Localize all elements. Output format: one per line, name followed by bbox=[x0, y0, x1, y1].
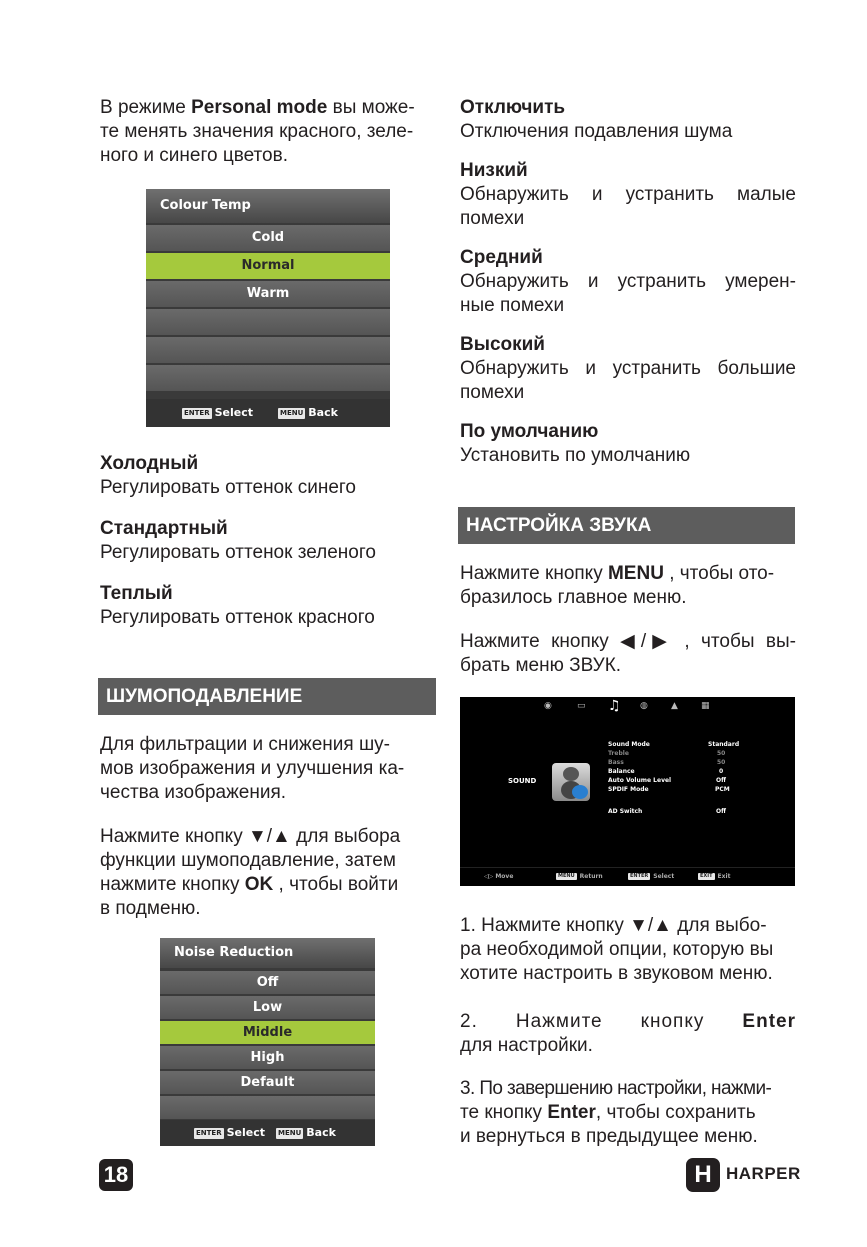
text-line: Нажмите кнопку ◀/▶ , чтобы вы- bbox=[460, 631, 796, 652]
level-desc: Отключения подавления шума bbox=[460, 121, 733, 142]
level-title: Отключить bbox=[460, 97, 566, 118]
harper-logo-icon: H bbox=[686, 1158, 720, 1192]
grid-icon[interactable]: ▦ bbox=[701, 701, 710, 711]
mode-desc-normal: Регулировать оттенок зеленого bbox=[100, 542, 376, 563]
text-line: 3. По завершению настройки, нажми- bbox=[460, 1078, 772, 1099]
text-line: 2. Нажмите кнопку Enter bbox=[460, 1011, 796, 1032]
text-line: Нажмите кнопку ▼/▲ для выбора bbox=[100, 826, 401, 847]
colour-temp-option-cold[interactable]: Cold bbox=[146, 225, 390, 253]
noise-option-off[interactable]: Off bbox=[160, 971, 375, 996]
sound-menu-footer bbox=[460, 867, 795, 886]
sound-para-1 bbox=[460, 562, 796, 610]
level-desc: Обнаружить и устранить большие bbox=[460, 358, 796, 379]
exit-key-icon: EXIT bbox=[700, 873, 713, 879]
text-line: брать меню ЗВУК. bbox=[460, 655, 622, 676]
noise-para-2 bbox=[100, 825, 436, 921]
menu-back-hint: MENU Back bbox=[278, 1126, 336, 1139]
step-2 bbox=[460, 1010, 796, 1058]
text-line: 1. Нажмите кнопку ▼/▲ для выбо- bbox=[460, 915, 767, 936]
lock-icon[interactable]: ▲ bbox=[671, 701, 678, 711]
step-3 bbox=[460, 1077, 796, 1149]
menu-key-icon: MENU bbox=[558, 873, 575, 879]
noise-reduction-menu bbox=[160, 938, 375, 1146]
move-hint: ◁▷ Move bbox=[484, 873, 514, 880]
noise-reduction-footer bbox=[160, 1120, 375, 1146]
menu-back-hint: MENU Back bbox=[280, 406, 338, 419]
level-title: По умолчанию bbox=[460, 421, 599, 442]
sound-settings-banner: НАСТРОЙКА ЗВУКА bbox=[458, 507, 795, 544]
colour-temp-title: Colour Temp bbox=[146, 189, 390, 223]
text-line: хотите настроить в звуковом меню. bbox=[460, 963, 773, 984]
colour-temp-empty-row bbox=[146, 309, 390, 337]
level-desc: помехи bbox=[460, 208, 525, 229]
step-1 bbox=[460, 914, 796, 986]
spdif-mode-label[interactable]: SPDIF Mode bbox=[608, 786, 649, 793]
level-desc: Установить по умолчанию bbox=[460, 445, 691, 466]
auto-volume-label[interactable]: Auto Volume Level bbox=[608, 777, 672, 784]
intro-line-1: В режиме Personal mode вы може- bbox=[100, 97, 415, 118]
text-line: ра необходимой опции, которую вы bbox=[460, 939, 774, 960]
level-title: Высокий bbox=[460, 334, 545, 355]
exit-hint: EXIT Exit bbox=[700, 873, 731, 880]
screen-icon[interactable]: ▭ bbox=[577, 701, 586, 711]
text-line: те кнопку Enter, чтобы сохранить bbox=[460, 1102, 756, 1123]
colour-temp-option-warm[interactable]: Warm bbox=[146, 281, 390, 309]
text-line: Нажмите кнопку MENU , чтобы ото- bbox=[460, 563, 775, 584]
colour-temp-footer bbox=[146, 399, 390, 427]
mode-desc-cold: Регулировать оттенок синего bbox=[100, 477, 356, 498]
balance-label[interactable]: Balance bbox=[608, 768, 635, 775]
level-desc: ные помехи bbox=[460, 295, 565, 316]
mode-title-cold: Холодный bbox=[100, 453, 199, 474]
sound-mode-label[interactable]: Sound Mode bbox=[608, 741, 650, 748]
mode-desc-warm: Регулировать оттенок красного bbox=[100, 607, 375, 628]
noise-reduction-banner: ШУМОПОДАВЛЕНИЕ bbox=[98, 678, 436, 715]
noise-option-middle[interactable]: Middle bbox=[160, 1021, 375, 1046]
text-line: Для фильтрации и снижения шу- bbox=[100, 734, 391, 755]
page-number: 18 bbox=[99, 1159, 133, 1191]
enter-key-icon: ENTER bbox=[184, 408, 210, 417]
enter-key-icon: ENTER bbox=[630, 873, 649, 879]
brand-name: HARPER bbox=[726, 1164, 801, 1183]
noise-reduction-title: Noise Reduction bbox=[160, 938, 375, 968]
text-line: и вернуться в предыдущее меню. bbox=[460, 1126, 758, 1147]
picture-icon[interactable]: ◉ bbox=[544, 701, 552, 711]
music-note-icon[interactable]: ♫ bbox=[608, 698, 621, 714]
intro-line-3: ного и синего цветов. bbox=[100, 145, 288, 166]
colour-temp-menu bbox=[146, 189, 390, 427]
colour-modes-list bbox=[100, 452, 436, 630]
menu-key-icon: MENU bbox=[278, 1128, 302, 1137]
treble-value: 50 bbox=[717, 750, 726, 757]
noise-levels-list bbox=[460, 96, 796, 468]
ad-switch-value: Off bbox=[716, 808, 726, 815]
enter-key-icon: ENTER bbox=[196, 1128, 222, 1137]
colour-temp-empty-row bbox=[146, 365, 390, 393]
level-desc: Обнаружить и устранить умерен- bbox=[460, 271, 796, 292]
text-line: мов изображения и улучшения ка- bbox=[100, 758, 405, 779]
text-line: функции шумоподавление, затем bbox=[100, 850, 396, 871]
mode-title-warm: Теплый bbox=[100, 583, 173, 604]
noise-option-low[interactable]: Low bbox=[160, 996, 375, 1021]
sound-section-label: SOUND bbox=[508, 777, 537, 785]
text-line: чества изображения. bbox=[100, 782, 287, 803]
sound-mode-value: Standard bbox=[708, 741, 740, 748]
select-hint: ENTER Select bbox=[630, 873, 675, 880]
enter-select-hint: ENTER Select bbox=[184, 406, 253, 419]
intro-line-2: те менять значения красного, зеле- bbox=[100, 121, 414, 142]
sound-menu-screenshot bbox=[460, 697, 795, 886]
enter-select-hint: ENTER Select bbox=[196, 1126, 265, 1139]
noise-option-default[interactable]: Default bbox=[160, 1071, 375, 1096]
colour-temp-empty-row bbox=[146, 337, 390, 365]
level-desc: Обнаружить и устранить малые bbox=[460, 184, 796, 205]
noise-empty-row bbox=[160, 1096, 375, 1121]
colour-temp-option-normal[interactable]: Normal bbox=[146, 253, 390, 281]
text-line: нажмите кнопку OK , чтобы войти bbox=[100, 874, 399, 895]
level-desc: помехи bbox=[460, 382, 525, 403]
bass-value: 50 bbox=[717, 759, 726, 766]
sound-para-2 bbox=[460, 630, 796, 678]
bass-label[interactable]: Bass bbox=[608, 759, 624, 766]
ad-switch-label[interactable]: AD Switch bbox=[608, 808, 643, 815]
text-line: для настройки. bbox=[460, 1035, 593, 1056]
noise-option-high[interactable]: High bbox=[160, 1046, 375, 1071]
menu-key-icon: MENU bbox=[280, 408, 304, 417]
intro-paragraph bbox=[100, 96, 436, 168]
mode-title-normal: Стандартный bbox=[100, 518, 228, 539]
balance-value: 0 bbox=[719, 768, 724, 775]
auto-volume-value: Off bbox=[716, 777, 726, 784]
speaker-icon bbox=[552, 763, 590, 801]
treble-label[interactable]: Treble bbox=[608, 750, 629, 757]
level-title: Средний bbox=[460, 247, 543, 268]
spdif-mode-value: PCM bbox=[715, 786, 730, 793]
noise-para-1 bbox=[100, 733, 436, 805]
text-line: в подменю. bbox=[100, 898, 201, 919]
clock-icon[interactable]: ◍ bbox=[640, 701, 648, 711]
level-title: Низкий bbox=[460, 160, 528, 181]
text-line: бразилось главное меню. bbox=[460, 587, 687, 608]
return-hint: MENU Return bbox=[558, 873, 603, 880]
